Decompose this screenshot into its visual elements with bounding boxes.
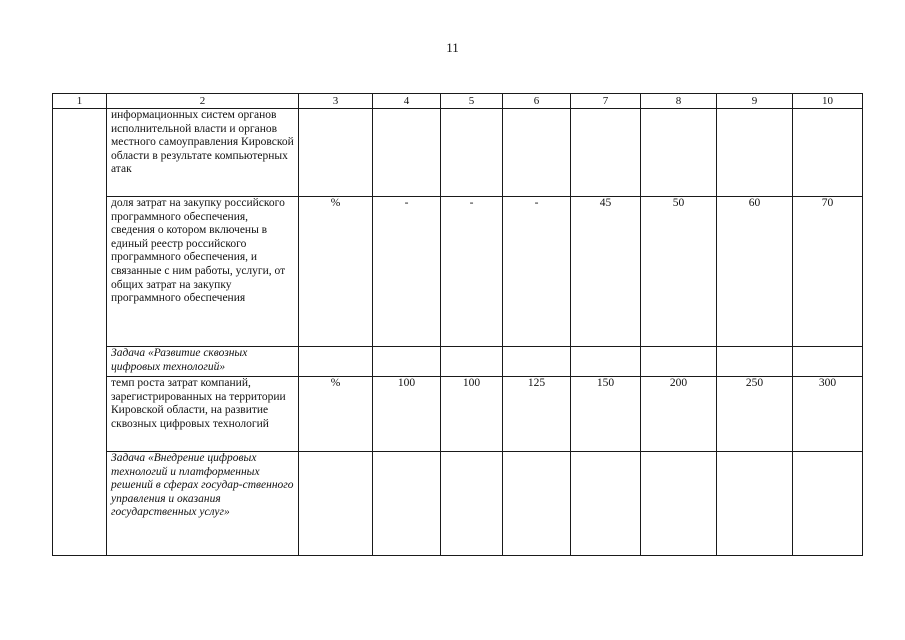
value-cell: 100 [373,377,441,452]
value-cell [717,347,793,377]
table-row [53,452,863,556]
value-cell: 300 [793,377,863,452]
value-cell [641,347,717,377]
unit-cell [299,452,373,556]
table-header-row [53,94,863,109]
value-cell [717,452,793,556]
indicator-name: доля затрат на закупку российского программного обеспечения, сведения о котором включены в единый реестр российского программного обеспечения, и связанные с ним работы, услуги, от общих затрат на закупку программного обеспечения [107,197,299,347]
task-heading: Задача «Внедрение цифровых технологий и платформенных решений в сферах государ-ственного управления и оказания государственных услуг» [107,452,299,556]
table-row [53,347,863,377]
value-cell: 125 [503,377,571,452]
page-number: 11 [446,40,459,55]
indicators-table [52,93,863,556]
column-header: 3 [299,94,373,109]
column-header: 4 [373,94,441,109]
indicator-name: темп роста затрат компаний, зарегистрированных на территории Кировской области, на развитие сквозных цифровых технологий [107,377,299,452]
value-cell: 200 [641,377,717,452]
unit-cell [299,347,373,377]
value-cell [793,452,863,556]
column-header: 9 [717,94,793,109]
indicator-name: информационных систем органов исполнительной власти и органов местного самоуправления Кировской области в результате компьютерных атак [107,109,299,197]
row-number-cell [53,109,107,556]
value-cell [641,452,717,556]
column-header: 2 [107,94,299,109]
value-cell [373,347,441,377]
value-cell: 50 [641,197,717,347]
value-cell: 250 [717,377,793,452]
table-row [53,109,863,197]
value-cell: - [441,197,503,347]
value-cell: 100 [441,377,503,452]
table-row [53,377,863,452]
column-header: 7 [571,94,641,109]
value-cell: 70 [793,197,863,347]
value-cell [441,109,503,197]
column-header: 6 [503,94,571,109]
value-cell [571,109,641,197]
value-cell [793,109,863,197]
value-cell [503,109,571,197]
unit-cell: % [299,197,373,347]
task-heading: Задача «Развитие сквозных цифровых технологий» [107,347,299,377]
unit-cell [299,109,373,197]
value-cell [571,347,641,377]
value-cell [503,347,571,377]
value-cell: 45 [571,197,641,347]
value-cell: - [373,197,441,347]
value-cell: 150 [571,377,641,452]
value-cell [503,452,571,556]
value-cell: - [503,197,571,347]
value-cell [641,109,717,197]
unit-cell: % [299,377,373,452]
value-cell [441,452,503,556]
value-cell: 60 [717,197,793,347]
column-header: 5 [441,94,503,109]
column-header: 8 [641,94,717,109]
value-cell [373,452,441,556]
table-row [53,197,863,347]
value-cell [373,109,441,197]
value-cell [793,347,863,377]
column-header: 1 [53,94,107,109]
column-header: 10 [793,94,863,109]
value-cell [571,452,641,556]
value-cell [717,109,793,197]
value-cell [441,347,503,377]
